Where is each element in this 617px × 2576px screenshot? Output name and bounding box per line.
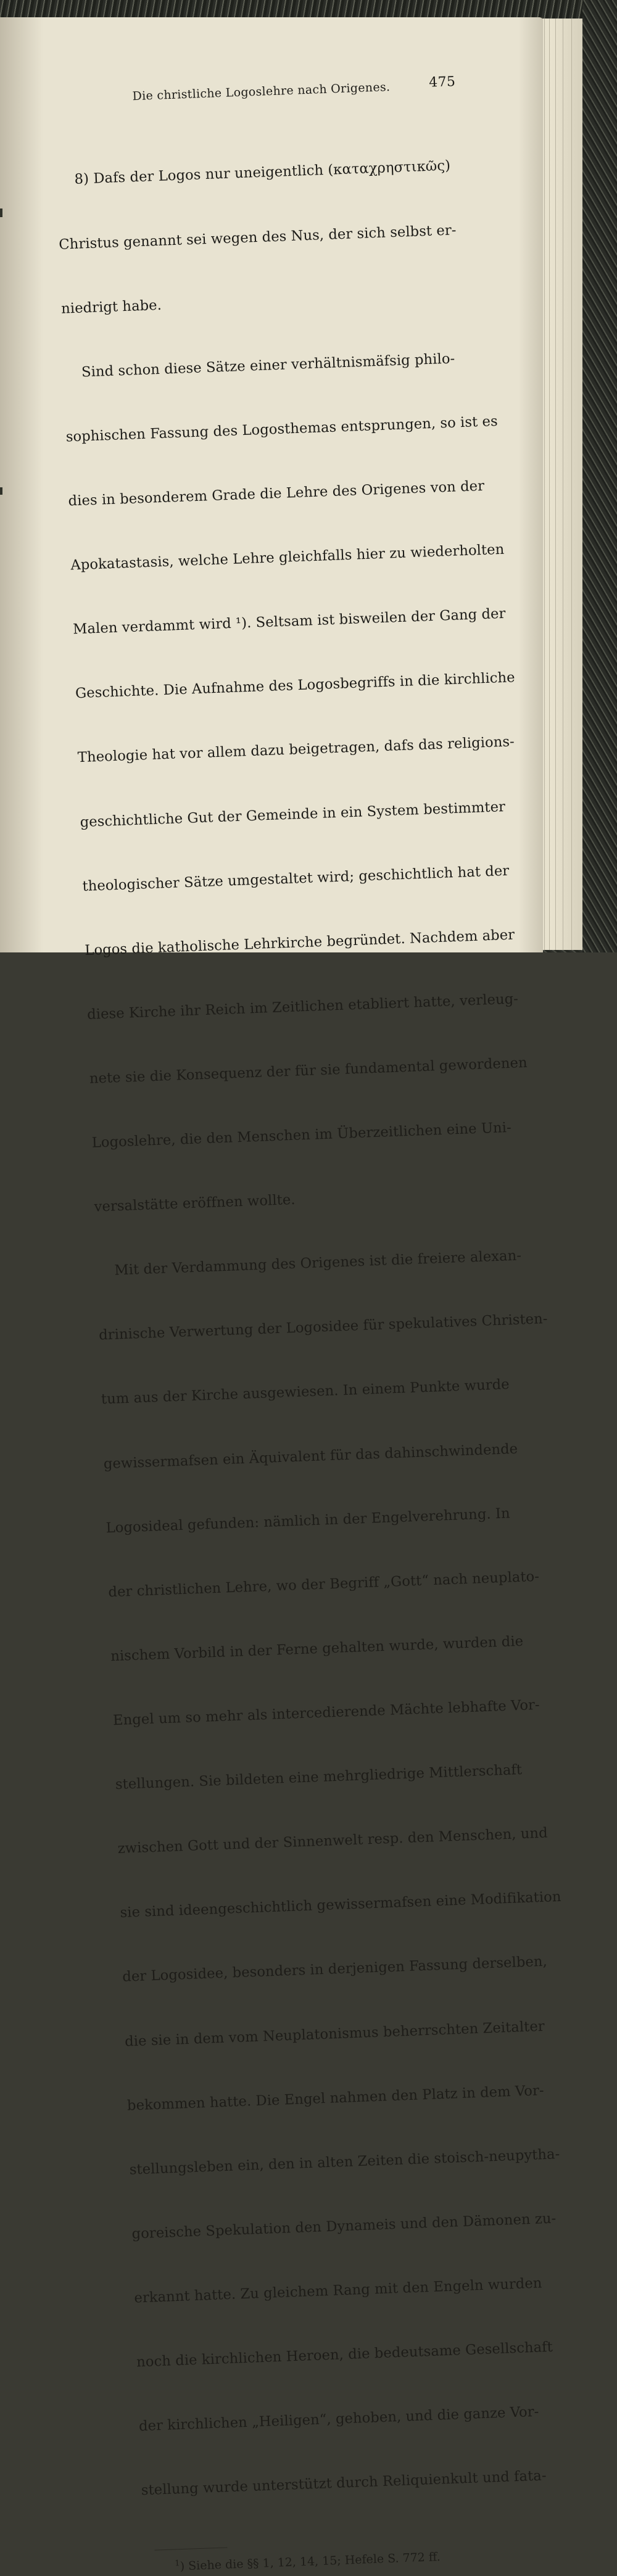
cover-right-edge	[582, 0, 617, 952]
text-line: stellung wurde unterstützt durch Reliquienkult und fata-	[141, 2467, 547, 2499]
text-line: nete sie die Konsequenz der für sie fundamental gewordenen	[89, 1054, 528, 1087]
text-line: drinische Verwertung der Logosidee für spekulatives Christen-	[98, 1311, 548, 1344]
page-number: 475	[428, 74, 456, 91]
text-line: dies in besonderem Grade die Lehre des Origenes von der	[68, 477, 485, 510]
gutter-shadow	[0, 17, 43, 952]
margin-mark	[0, 487, 2, 495]
text-line: niedrigt habe.	[60, 297, 162, 317]
footnote	[175, 2542, 564, 2575]
page-right-shade	[518, 17, 543, 952]
text-line: sie sind ideengeschichtlich gewissermafsen eine Modifikation	[120, 1889, 562, 1922]
text-line: Engel um so mehr als intercedierende Mächte lebhafte Vor-	[112, 1696, 540, 1729]
text-line: Mit der Verdammung des Origenes ist die freiere alexan-	[96, 1247, 522, 1279]
text-line: tum aus der Kirche ausgewiesen. In einem Punkte wurde	[101, 1376, 510, 1408]
text-line: Logosideal gefunden: nämlich in der Engelverehrung. In	[106, 1505, 511, 1537]
text-line: Theologie hat vor allem dazu beigetragen, dafs das religions-	[77, 733, 515, 766]
text-line: noch die kirchlichen Heroen, die bedeutsame Gesellschaft	[136, 2339, 553, 2371]
text-line: geschichtliche Gut der Gemeinde in ein System bestimmter	[80, 798, 506, 830]
text-line: sophischen Fassung des Logosthemas entsprungen, so ist es	[65, 413, 499, 445]
text-line: goreische Spekulation den Dynameis und den Dämonen zu-	[131, 2210, 557, 2242]
text-line: versalstätte eröffnen wollte.	[94, 1191, 296, 1215]
text-line: 8) Dafs der Logos nur uneigentlich (καταχρηστικῶς)	[56, 157, 451, 189]
text-line: Logoslehre, die den Menschen im Überzeitlichen eine Uni-	[91, 1119, 512, 1151]
running-head-title: Die christliche Logoslehre nach Origenes.	[132, 80, 391, 104]
text-line: stellungsleben ein, den in alten Zeiten die stoisch-neupytha-	[129, 2145, 560, 2178]
text-line: der Logosidee, besonders in derjenigen Fassung derselben,	[122, 1954, 548, 1986]
text-line: Logos die katholische Lehrkirche begründet. Nachdem aber	[84, 927, 515, 959]
footnote-rule	[154, 2548, 227, 2551]
text-line: Apokatastasis, welche Lehre gleichfalls hier zu wiederholten	[70, 541, 505, 574]
footnote-text: ) Siehe die §§ 1, 12, 14, 15; Hefele S. 772 ff.	[180, 2550, 441, 2574]
text-line: der kirchlichen „Heiligen“, gehoben, und die ganze Vor-	[138, 2403, 539, 2435]
text-line: nischem Vorbild in der Ferne gehalten wurde, wurden die	[110, 1633, 524, 1665]
text-line: stellungen. Sie bildeten eine mehrgliedrige Mittlerschaft	[115, 1762, 523, 1793]
text-line: erkannt hatte. Zu gleichem Rang mit den Engeln wurden	[134, 2275, 542, 2306]
text-line: der christlichen Lehre, wo der Begriff „Gott“ nach neuplato-	[108, 1568, 540, 1601]
body-text	[54, 112, 562, 2545]
text-line: Christus genannt sei wegen des Nus, der sich selbst er-	[58, 221, 457, 253]
text-line: Geschichte. Die Aufnahme des Logosbegriffs in die kirchliche	[75, 669, 516, 702]
text-line: diese Kirche ihr Reich im Zeitlichen etabliert hatte, verleug-	[86, 991, 519, 1023]
text-line: theologischer Sätze umgestaltet wird; geschichtlich hat der	[82, 862, 510, 894]
text-line: Sind schon diese Sätze einer verhältnismäfsig philo-	[63, 350, 455, 381]
text-line: zwischen Gott und der Sinnenwelt resp. den Menschen, und	[117, 1825, 549, 1857]
text-line: die sie in dem vom Neuplatonismus beherrschten Zeitalter	[124, 2018, 545, 2050]
text-line: bekommen hatte. Die Engel nahmen den Platz in dem Vor-	[126, 2082, 545, 2114]
margin-mark	[0, 208, 2, 217]
text-line: gewissermafsen ein Äquivalent für das dahinschwindende	[103, 1440, 518, 1472]
footnote-marker: 1	[175, 2559, 180, 2569]
text-line: Malen verdammt wird ¹). Seltsam ist bisweilen der Gang der	[72, 605, 506, 638]
